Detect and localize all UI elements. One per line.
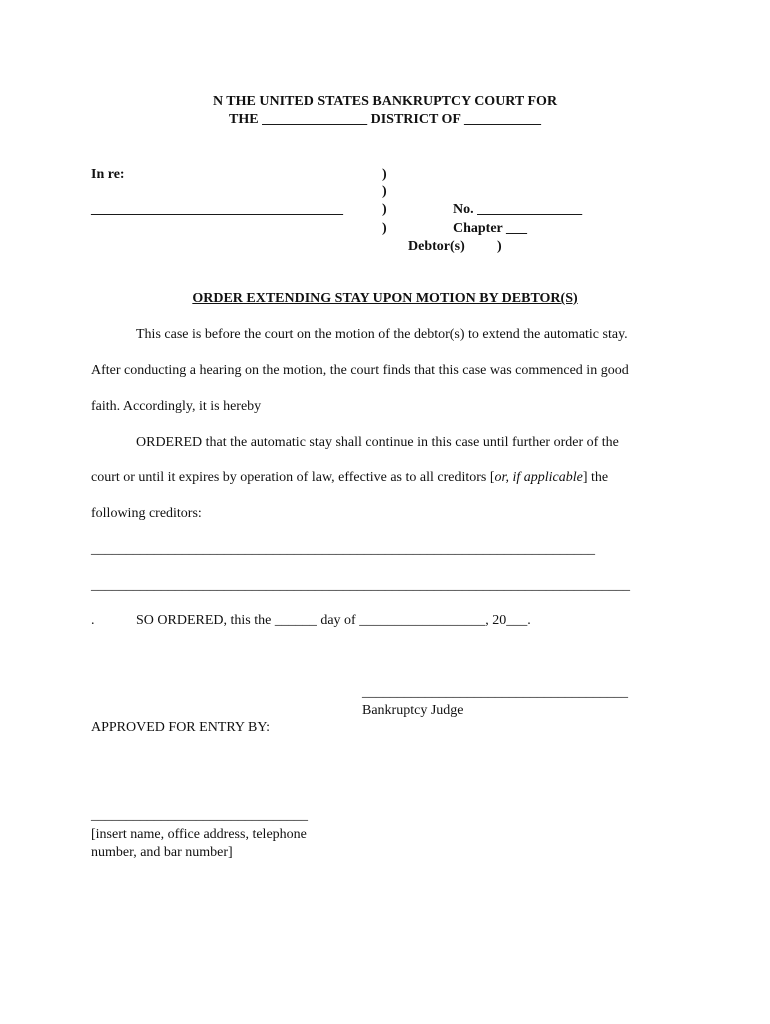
creditor-blank-line: ________________________________________________________________________ xyxy=(91,542,595,557)
caption-paren: ) xyxy=(382,167,387,182)
creditor-blank-line: _____________________________________________________________________________ xyxy=(91,578,630,593)
judge-signature-line: ______________________________________ xyxy=(362,685,628,700)
order-title: ORDER EXTENDING STAY UPON MOTION BY DEBTOR(S) xyxy=(192,291,578,306)
body-text-segment: ] the xyxy=(582,470,609,485)
attorney-info: [insert name, office address, telephone xyxy=(91,827,307,842)
attorney-signature-line: _______________________________ xyxy=(91,808,308,823)
court-heading-line1: N THE UNITED STATES BANKRUPTCY COURT FOR xyxy=(212,94,558,109)
body-text xyxy=(91,469,608,487)
so-ordered-dot: . xyxy=(91,613,95,628)
court-heading-line2: THE _______________ DISTRICT OF ___________ xyxy=(229,112,541,127)
so-ordered-line: SO ORDERED, this the ______ day of __________________, 20___. xyxy=(136,613,531,628)
debtor-name-blank: ____________________________________ xyxy=(91,202,343,217)
approved-for-entry: APPROVED FOR ENTRY BY: xyxy=(91,720,271,735)
body-text: following creditors: xyxy=(91,506,202,521)
body-text: This case is before the court on the motion of the debtor(s) to extend the automatic stay. xyxy=(136,327,628,342)
caption-paren: ) xyxy=(382,221,387,236)
body-text-segment: court or until it expires by operation of law, effective as to all creditors [ xyxy=(91,470,495,485)
case-number: No. _______________ xyxy=(453,202,583,217)
judge-label: Bankruptcy Judge xyxy=(362,703,464,718)
body-text: ORDERED that the automatic stay shall continue in this case until further order of the xyxy=(136,435,619,450)
debtors-label: Debtor(s) xyxy=(408,239,465,254)
attorney-info: number, and bar number] xyxy=(91,845,233,860)
caption-paren: ) xyxy=(382,184,387,199)
in-re-label: In re: xyxy=(91,167,125,182)
caption-paren: ) xyxy=(497,239,502,254)
chapter-number: Chapter ___ xyxy=(453,221,528,236)
body-text: faith. Accordingly, it is hereby xyxy=(91,399,262,414)
body-text-italic: or, if applicable xyxy=(494,470,583,485)
caption-paren: ) xyxy=(382,202,387,217)
body-text: After conducting a hearing on the motion, the court finds that this case was commenced in good xyxy=(91,363,629,378)
